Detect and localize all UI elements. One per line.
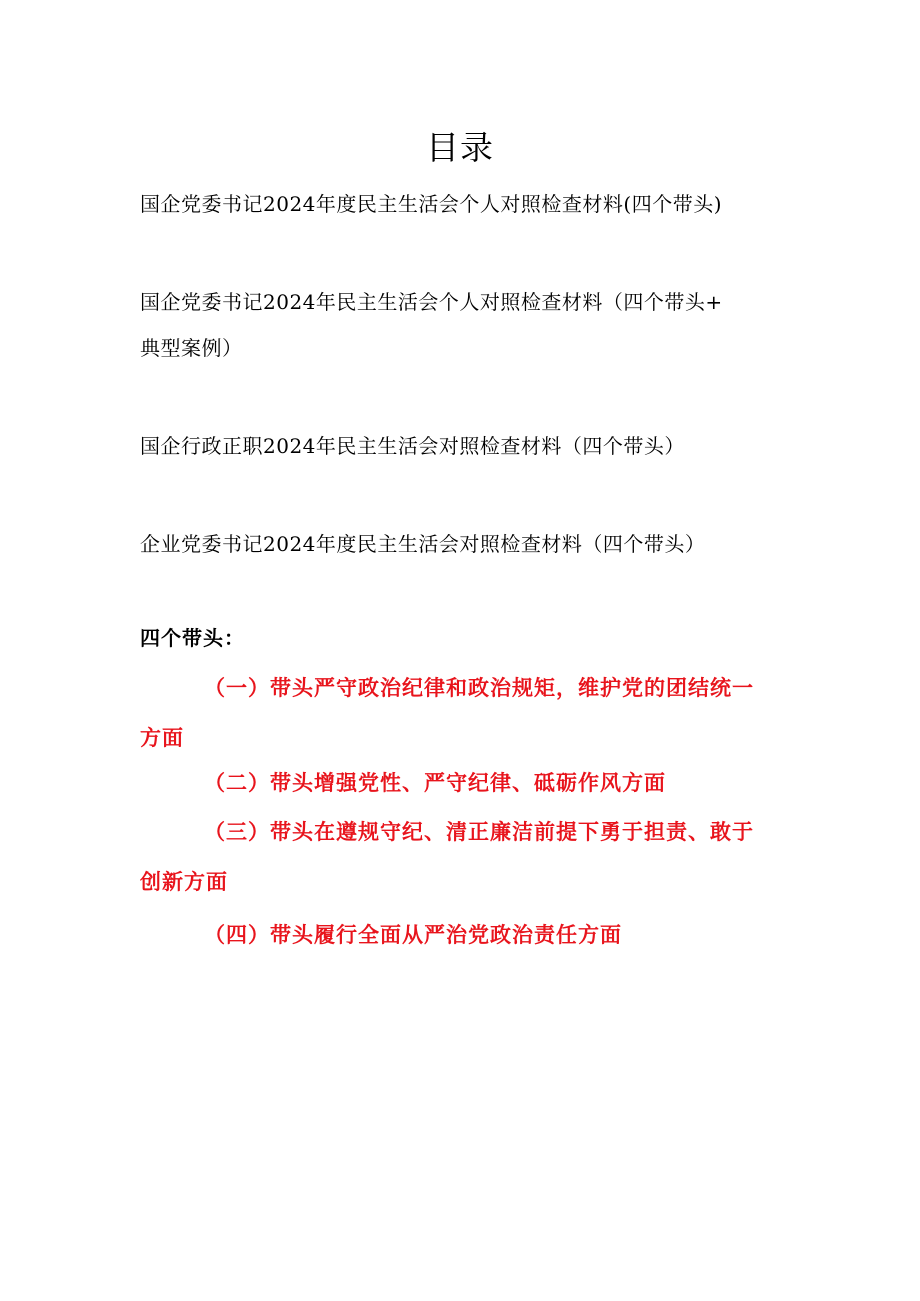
point-2	[140, 758, 790, 808]
point-text: 创新方面	[140, 869, 228, 894]
toc-entry-4	[140, 521, 790, 567]
toc-entry-2	[140, 279, 790, 371]
toc-entry-1	[140, 181, 790, 227]
point-1	[140, 663, 790, 763]
toc-entry-text: 典型案例）	[140, 336, 243, 360]
toc-entry-text: 企业党委书记2024年度民主生活会对照检查材料（四个带头）	[140, 532, 706, 556]
point-text: （一）带头严守政治纪律和政治规矩，维护党的团结统一	[204, 675, 754, 700]
toc-entry-text: 国企行政正职2024年民主生活会对照检查材料（四个带头）	[140, 434, 685, 458]
toc-entry-text: 国企党委书记2024年度民主生活会个人对照检查材料(四个带头)	[140, 192, 723, 216]
point-text: 方面	[140, 725, 184, 750]
page-title: 目录	[426, 128, 494, 167]
toc-entry-3	[140, 423, 790, 469]
point-text: （二）带头增强党性、严守纪律、砥砺作风方面	[204, 770, 666, 795]
section-heading: 四个带头：	[140, 626, 245, 650]
toc-entry-text: 国企党委书记2024年民主生活会个人对照检查材料（四个带头+	[140, 290, 723, 314]
point-4	[140, 910, 790, 960]
point-text: （三）带头在遵规守纪、清正廉洁前提下勇于担责、敢于	[204, 819, 754, 844]
point-text: （四）带头履行全面从严治党政治责任方面	[204, 922, 622, 947]
point-3	[140, 807, 790, 907]
